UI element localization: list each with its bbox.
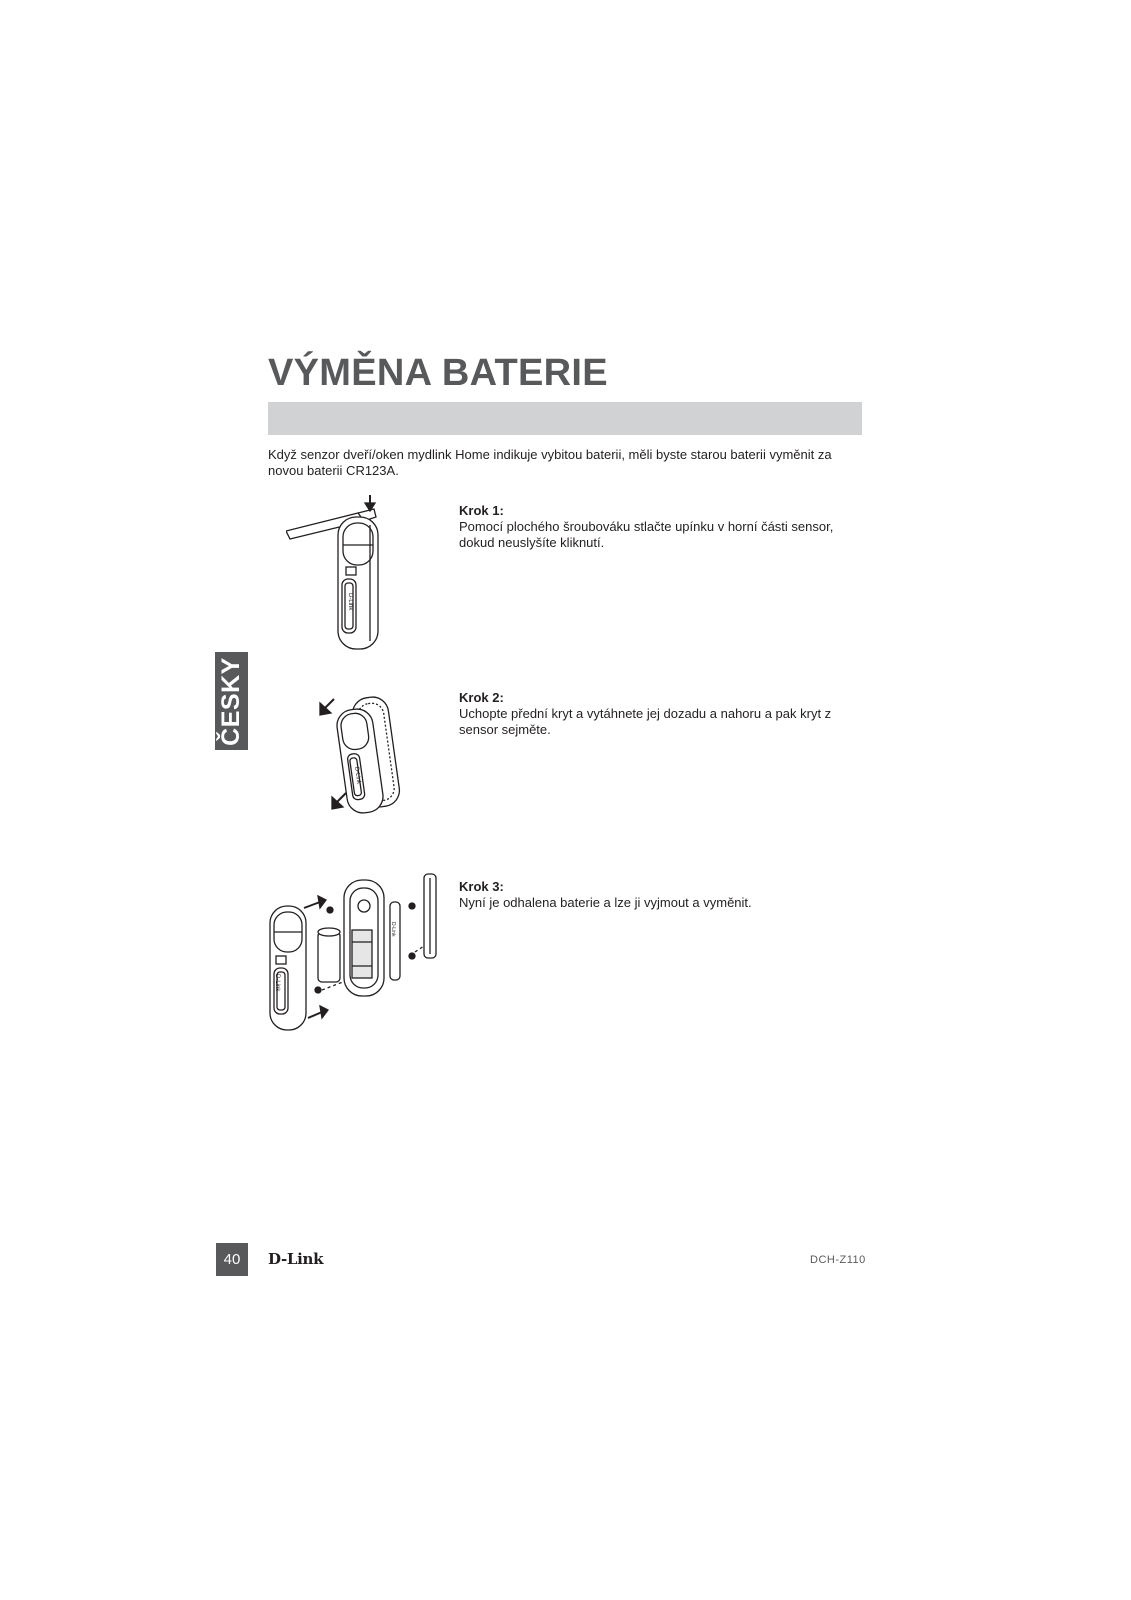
step-2: [459, 690, 859, 738]
intro-paragraph: Když senzor dveří/oken mydlink Home indikuje vybitou baterii, měli byste starou baterii vyměnit za novou baterii CR123A.: [268, 447, 832, 478]
step2-illustration: [318, 695, 408, 820]
step2-device-logo: D-Link: [353, 766, 362, 785]
step3-device-logo: D-Link: [274, 974, 280, 992]
title-underline-bar: [268, 402, 862, 435]
step-2-title: Krok 2:: [459, 690, 504, 705]
page-number: 40: [216, 1243, 248, 1276]
step-3-text: Nyní je odhalena baterie a lze ji vyjmout a vyměnit.: [459, 895, 752, 910]
step1-device-logo: D-Link: [347, 593, 353, 611]
step1-illustration: [286, 495, 396, 655]
step-1-title: Krok 1:: [459, 503, 504, 518]
step-1: [459, 503, 859, 551]
step3-illustration: [268, 872, 458, 1034]
step3-strip-logo: D-Link: [390, 922, 396, 937]
step-3: [459, 879, 859, 911]
step-3-title: Krok 3:: [459, 879, 504, 894]
step-1-text: Pomocí plochého šroubováku stlačte upínku v horní části sensor, dokud neuslyšíte kliknutí.: [459, 519, 834, 550]
language-side-tab-label: ČESKY: [217, 656, 246, 746]
model-name: DCH-Z110: [810, 1254, 866, 1266]
language-side-tab: [215, 652, 248, 750]
step-2-text: Uchopte přední kryt a vytáhnete jej dozadu a nahoru a pak kryt z sensor sejměte.: [459, 706, 832, 737]
page-title: VÝMĚNA BATERIE: [268, 352, 608, 394]
brand-logo: D-Link: [268, 1250, 324, 1268]
